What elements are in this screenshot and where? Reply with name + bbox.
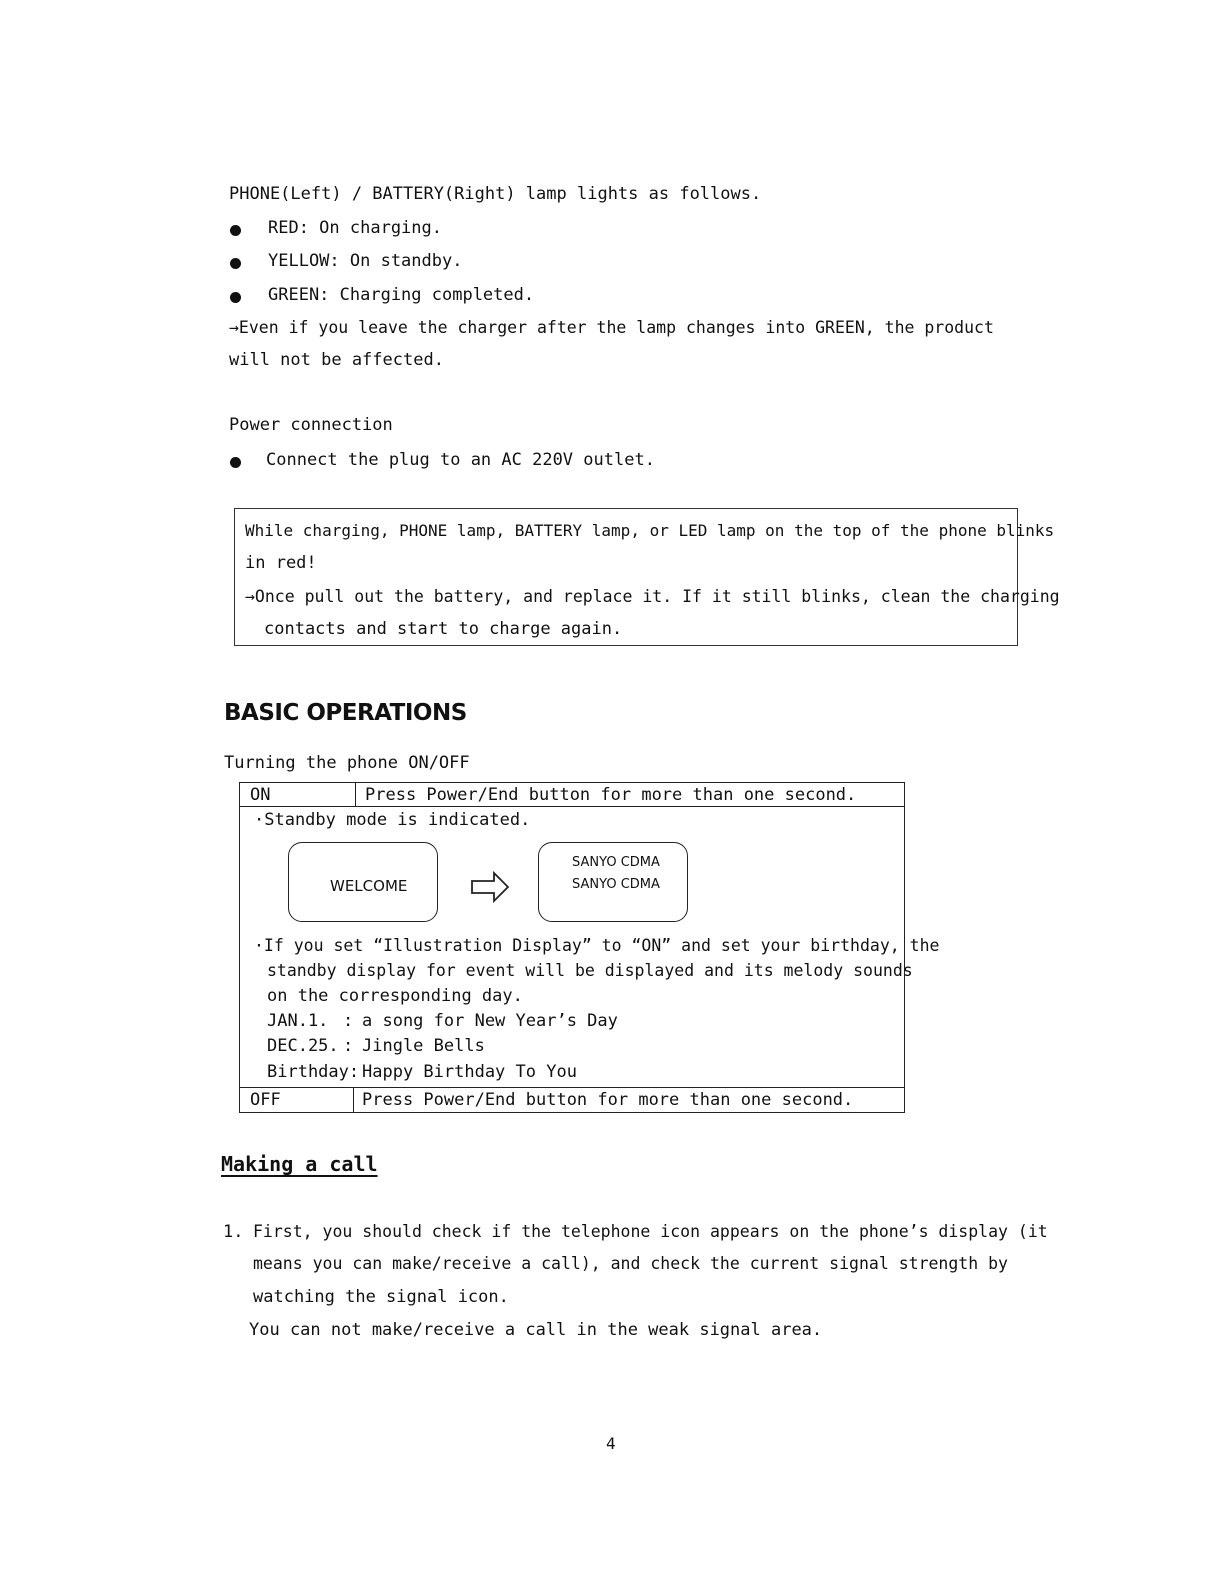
lamp-intro: PHONE(Left) / BATTERY(Right) lamp lights as follows. bbox=[229, 184, 762, 204]
notice-line4: contacts and start to charge again. bbox=[264, 619, 623, 639]
off-label: OFF bbox=[250, 1090, 281, 1110]
page-number: 4 bbox=[606, 1434, 616, 1453]
event-date: Birthday: bbox=[267, 1062, 360, 1082]
on-label: ON bbox=[250, 785, 271, 805]
call-line3: watching the signal icon. bbox=[253, 1287, 509, 1307]
call-item-number: 1. bbox=[223, 1222, 244, 1242]
sanyo-screen bbox=[538, 842, 688, 922]
table-row-divider bbox=[240, 1087, 904, 1088]
bullet-text: RED: On charging. bbox=[268, 218, 442, 238]
lamp-note-line1: →Even if you leave the charger after the lamp changes into GREEN, the product bbox=[229, 318, 994, 337]
table-row-divider bbox=[240, 806, 904, 807]
sanyo-line1: SANYO CDMA bbox=[572, 855, 660, 870]
off-text: Press Power/End button for more than one second. bbox=[362, 1090, 854, 1110]
making-call-title: Making a call bbox=[221, 1152, 378, 1176]
event-sep: : bbox=[343, 1036, 354, 1056]
sanyo-line2: SANYO CDMA bbox=[572, 877, 660, 892]
welcome-text: WELCOME bbox=[330, 877, 408, 895]
on-text: Press Power/End button for more than one second. bbox=[365, 785, 857, 805]
notice-line2: in red! bbox=[245, 553, 317, 573]
bullet-dot-icon bbox=[230, 258, 241, 269]
bullet-dot-icon bbox=[230, 292, 241, 303]
call-line4: You can not make/receive a call in the weak signal area. bbox=[249, 1320, 823, 1340]
illustration-line1: ·If you set “Illustration Display” to “ON” and set your birthday, the bbox=[254, 936, 940, 955]
event-song: Happy Birthday To You bbox=[362, 1062, 577, 1082]
call-line2: means you can make/receive a call), and check the current signal strength by bbox=[253, 1254, 1008, 1273]
notice-line3: →Once pull out the battery, and replace it. If it still blinks, clean the charging bbox=[245, 587, 1060, 606]
event-song: Jingle Bells bbox=[362, 1036, 485, 1056]
bullet-dot-icon bbox=[230, 457, 241, 468]
bullet-dot-icon bbox=[230, 225, 241, 236]
section-title: BASIC OPERATIONS bbox=[224, 700, 467, 726]
notice-line1: While charging, PHONE lamp, BATTERY lamp, or LED lamp on the top of the phone blinks bbox=[245, 521, 1055, 540]
illustration-line2: standby display for event will be displayed and its melody sounds bbox=[267, 961, 913, 980]
bullet-text: Connect the plug to an AC 220V outlet. bbox=[266, 450, 655, 470]
table-col-divider bbox=[355, 783, 356, 806]
event-song: a song for New Year’s Day bbox=[362, 1011, 618, 1031]
charging-notice-box bbox=[234, 508, 1060, 646]
call-line1: First, you should check if the telephone icon appears on the phone’s display (it bbox=[253, 1222, 1048, 1241]
onoff-title: Turning the phone ON/OFF bbox=[224, 753, 470, 773]
onoff-table bbox=[239, 782, 940, 1113]
bullet-text: YELLOW: On standby. bbox=[268, 251, 463, 271]
table-col-divider bbox=[353, 1087, 354, 1113]
event-date: JAN.1. bbox=[267, 1011, 329, 1031]
event-sep: : bbox=[343, 1011, 354, 1031]
lamp-note-line2: will not be affected. bbox=[229, 350, 444, 370]
illustration-line3: on the corresponding day. bbox=[267, 986, 523, 1006]
standby-text: ·Standby mode is indicated. bbox=[254, 810, 531, 830]
bullet-text: GREEN: Charging completed. bbox=[268, 285, 535, 305]
arrow-right-icon bbox=[470, 870, 510, 904]
event-date: DEC.25. bbox=[267, 1036, 339, 1056]
power-title: Power connection bbox=[229, 415, 393, 435]
welcome-screen bbox=[288, 842, 438, 922]
